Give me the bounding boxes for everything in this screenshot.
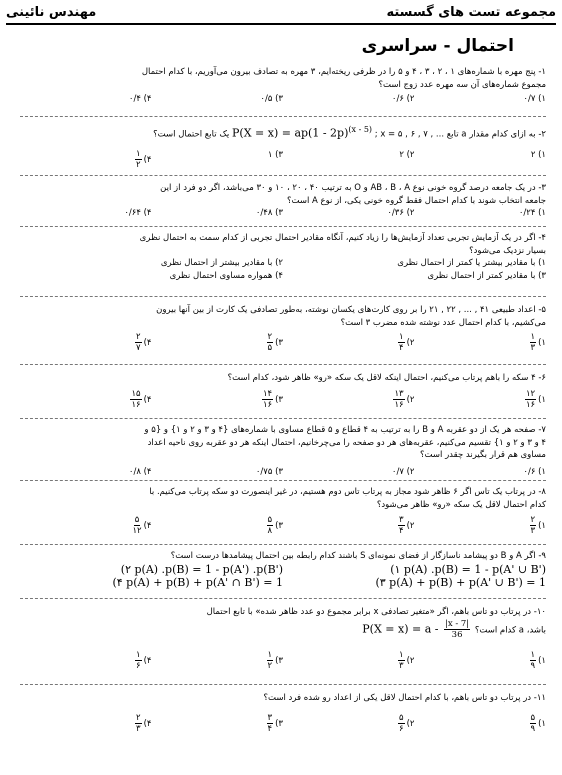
options-row [20, 515, 546, 536]
option-3[interactable]: ۳) $\frac{۳}{۴}$ [267, 712, 283, 734]
question-6 [20, 372, 546, 410]
options-row [20, 93, 546, 106]
option-3[interactable]: ۳) ۱ [267, 150, 283, 161]
option-2[interactable]: ۲) $\frac{۱}{۳}$ [399, 649, 415, 671]
question-8 [20, 486, 546, 536]
options-row [20, 713, 546, 734]
divider [20, 684, 546, 685]
question-text: ۵- اعداد طبیعی ۴۱ , ... , ۲۲ , ۲۱ را بر روی کارت‌های یکسان نوشته، به‌طور تصادفی یک کارت از بین آنها بیرون [156, 305, 546, 315]
page-header [6, 2, 556, 22]
header-rule [6, 23, 556, 25]
probability-formula: P(X = x) = a - $\frac{|x - 7|}{36}$ [362, 618, 470, 640]
question-text: ۱- پنج مهره با شماره‌های ۱ ، ۲ ، ۳ ، ۴ و ۵ را در ظرفی ریخته‌ایم، ۳ مهره به تصادف بیرون می‌آوریم، با کدام احتمال [141, 67, 546, 77]
question-text-cont: جامعه انتخاب شوند با کدام احتمال فقط گروه خونی یکی، از نوع A است؟ [286, 195, 546, 206]
option-1[interactable]: (۱ p(A) .p(B) = 1 - p(A' ∪ B') [390, 562, 546, 576]
option-1[interactable]: ۱) ۰/۲۴ [518, 208, 546, 218]
option-1[interactable]: ۱) $\frac{۱}{۹}$ [530, 649, 546, 671]
option-3[interactable]: ۳) ۰/۵ [260, 94, 283, 104]
question-text-cont: بسیار نزدیک می‌شود؟ [469, 245, 546, 256]
options-row [20, 466, 546, 479]
option-4[interactable]: ۴) ۰/۸ [128, 466, 152, 477]
option-3[interactable]: ۳) ۰/۴۸ [255, 208, 283, 218]
option-4[interactable]: ۴) $\frac{۱۵}{۱۶}$ [131, 388, 152, 410]
divider [20, 175, 546, 176]
section-title: احتمال - سراسری [361, 36, 514, 56]
question-text: ۶- ۴ سکه را باهم پرتاب می‌کنیم، احتمال اینکه لاقل یک سکه «رو» ظاهر شود، کدام است؟ [227, 373, 546, 383]
probability-formula: P(X = x) = ap(1 - 2p)$^{(x - 5)}$ [232, 125, 373, 140]
option-4[interactable]: ۴) ۰/۶۴ [124, 208, 152, 218]
options-row [20, 577, 546, 591]
option-4[interactable]: (۴ p(A) + p(B) + p(A' ∩ B') = 1 [112, 576, 283, 589]
question-7 [20, 424, 546, 478]
option-4[interactable]: ۴) $\frac{۱}{۲}$ [136, 149, 152, 171]
divider [20, 364, 546, 365]
option-1[interactable]: ۱) ۰/۷ [523, 94, 546, 104]
option-2[interactable]: ۲) ۰/۳۶ [387, 208, 415, 218]
divider [20, 418, 546, 419]
divider [20, 116, 546, 117]
option-4[interactable]: ۴) ۰/۴ [128, 94, 152, 104]
question-3 [20, 182, 546, 220]
question-text-cont: کدام احتمال لاقل یک سکه «رو» ظاهر می‌شود؟ [376, 499, 546, 510]
question-text: ۷- صفحه هر یک از دو عقربه A و B را به ترتیب به ۴ قطاع و ۵ قطاع مساوی با شماره‌های {۴ و ۳ و ۲ و ۱} و {۵ و [144, 425, 546, 435]
options-row [20, 149, 546, 170]
option-3[interactable]: ۳) ۰/۷۵ [255, 466, 283, 477]
question-text: ۹- اگر A و B دو پیشامد ناسازگار از فضای نمونه‌ای S باشند کدام رابطه بین احتمال پیشامدها درست است؟ [170, 551, 546, 561]
option-2[interactable]: (۲ p(A) .p(B) = 1 - p(A') .p(B') [120, 562, 283, 576]
question-1 [20, 66, 546, 106]
question-11 [20, 692, 546, 734]
question-9 [20, 550, 546, 591]
question-2 [20, 124, 546, 170]
option-1[interactable]: ۱) $\frac{۵}{۹}$ [530, 712, 546, 734]
question-text: ۴- اگر در یک آزمایش تجربی تعداد آزمایش‌ها را زیاد کنیم، آنگاه مقادیر احتمال تجربی از کدام سمت به احتمال نظری [139, 233, 546, 243]
question-10 [20, 606, 546, 671]
options-row [20, 332, 546, 353]
question-text: ۳- در یک جامعه درصد گروه خونی نوع AB ، B ، A و O به ترتیب ۴۰ ، ۲۰ ، ۱۰ و ۳۰ می‌باشد، اگر دو فرد از این [160, 183, 546, 193]
option-3[interactable]: ۳) با مقادیر کمتر از احتمال نظری [427, 270, 546, 281]
divider [20, 598, 546, 599]
option-1[interactable]: ۱) $\frac{۱۲}{۱۶}$ [525, 388, 546, 410]
option-2[interactable]: ۲) ۰/۷ [391, 466, 415, 477]
option-2[interactable]: ۲) $\frac{۱}{۴}$ [399, 332, 415, 353]
option-2[interactable]: ۲) $\frac{۳}{۴}$ [399, 515, 415, 536]
divider [20, 226, 546, 227]
options-row [20, 389, 546, 410]
option-3[interactable]: ۳) $\frac{۲}{۵}$ [267, 332, 283, 353]
question-text-cont: باشد، a کدام است؟ P(X = x) = a - $\frac{|x - 7|}{36}$ [362, 618, 546, 640]
question-text: ۲- به ازای کدام مقدار a تابع ... , ۷ , ۶ , ۵ = x ; P(X = x) = ap(1 - 2p)$^{(x - 5)}$ یک تابع احتمال است؟ [153, 125, 546, 140]
question-text-cont: ۴ و ۳ و ۲ و ۱} تقسیم می‌کنیم، عقربه‌های هر دو صفحه را می‌چرخانیم، احتمال اینکه هر دو عقربه روی ناحیه اعداد [147, 437, 546, 448]
option-1[interactable]: ۱) با مقادیر بیشتر یا کمتر از احتمال نظری [397, 258, 546, 268]
option-2[interactable]: ۲) $\frac{۵}{۶}$ [399, 712, 415, 734]
option-2[interactable]: ۲) ۲ [399, 150, 415, 161]
question-text: ۱۱- در پرتاب دو تاس باهم، با کدام احتمال لاقل یکی از اعداد رو شده فرد است؟ [263, 693, 546, 703]
question-text: ۱۰- در پرتاب دو تاس باهم، اگر «متغیر تصادفی x برابر مجموع دو عدد ظاهر شده» با تابع احتمال [206, 607, 546, 617]
options-row [20, 270, 546, 283]
question-4 [20, 232, 546, 282]
option-3[interactable]: ۳) $\frac{۱۴}{۱۶}$ [262, 388, 283, 410]
options-row [20, 650, 546, 671]
option-4[interactable]: ۴) $\frac{۱}{۶}$ [136, 649, 152, 671]
option-1[interactable]: ۱) ۰/۶ [523, 466, 546, 477]
divider [20, 544, 546, 545]
book-title: مجموعه تست های گسسته [386, 4, 556, 20]
options-row [20, 207, 546, 220]
option-4[interactable]: ۴) $\frac{۵}{۱۲}$ [132, 515, 152, 536]
option-4[interactable]: ۴) $\frac{۲}{۷}$ [136, 332, 152, 353]
option-1[interactable]: ۱) $\frac{۲}{۳}$ [530, 515, 546, 536]
divider [20, 296, 546, 297]
option-4[interactable]: ۴) همواره مساوی احتمال نظری [169, 270, 283, 281]
options-row [20, 564, 546, 578]
option-3[interactable]: ۳) $\frac{۵}{۸}$ [267, 515, 283, 536]
divider [20, 480, 546, 481]
question-5 [20, 304, 546, 353]
option-2[interactable]: ۲) با مقادیر بیشتر از احتمال نظری [160, 258, 283, 268]
option-1[interactable]: ۱) ۲ [530, 150, 546, 161]
question-text-cont: مساوی هم قرار بگیرند چقدر است؟ [420, 450, 546, 460]
option-1[interactable]: ۱) $\frac{۱}{۳}$ [530, 332, 546, 353]
options-row [20, 257, 546, 270]
question-text-cont: مجموع شماره‌های آن سه مهره عدد زوج است؟ [378, 79, 546, 90]
option-3[interactable]: ۳) $\frac{۱}{۲}$ [267, 649, 283, 671]
option-4[interactable]: ۴) $\frac{۲}{۳}$ [136, 712, 152, 734]
author-name: مهندس نائینی [6, 4, 97, 20]
question-text-cont: می‌کشیم، با کدام احتمال عدد نوشته شده مضرب ۳ است؟ [340, 317, 546, 328]
option-2[interactable]: ۲) $\frac{۱۳}{۱۶}$ [394, 388, 415, 410]
option-3[interactable]: (۳ p(A) + p(B) + p(A' ∪ B') = 1 [375, 576, 546, 589]
option-2[interactable]: ۲) ۰/۶ [391, 94, 415, 104]
question-text: ۸- در پرتاب یک تاس اگر ۶ ظاهر شود مجاز به پرتاب تاس دوم هستیم، در غیر اینصورت دو سکه پرتاب می‌کنیم. با [149, 487, 546, 497]
